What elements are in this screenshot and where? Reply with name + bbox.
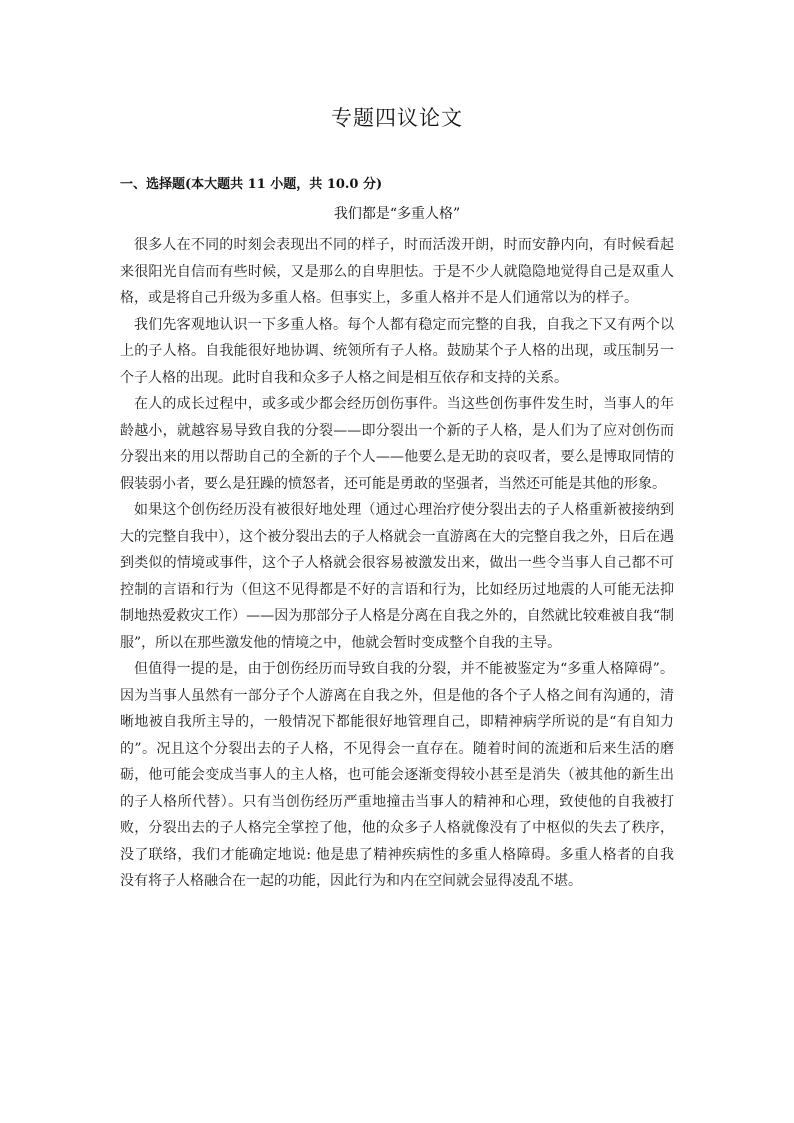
article-title: 我们都是“多重人格” xyxy=(333,206,461,222)
paragraph-5: 但值得一提的是，由于创伤经历而导致自我的分裂，并不能被鉴定为“多重人格障碍”。因为当事人虽然有一部分子个人游离在自我之外，但是他的各个子人格之间有沟通的，清晰地被自我所主导的，一般情况下都能很好地管理自己，即精神病学所说的是“有自知力的”。况且这个分裂出去的子人格，不见得会一直存在。随着时间的流逝和后来生活的磨砺，他可能会变成当事人的主人格，也可能会逐渐变得较小甚至是消失（被其他的新生出的子人格所代替）。只有当创伤经历严重地撞击当事人的精神和心理，致使他的自我被打败，分裂出去的子人格完全掌控了他，他的众多子人格就像没有了中枢似的失去了秩序，没了联络，我们才能确定地说: 他是患了精神疾病性的多重人格障碍。多重人格者的自我没有将子人格融合在一起的功能，因此行为和内在空间就会显得凌乱不堪。 xyxy=(120,661,674,889)
paragraph-1: 很多人在不同的时刻会表现出不同的样子，时而活泼开朗，时而安静内向，有时候看起来很阳光自信而有些时候，又是那么的自卑胆怯。于是不少人就隐隐地觉得自己是双重人格，或是将自己升级为多重人格。但事实上，多重人格并不是人们通常以为的样子。 xyxy=(120,237,674,306)
paragraph-4: 如果这个创伤经历没有被很好地处理（通过心理治疗使分裂出去的子人格重新被接纳到大的完整自我中），这个被分裂出去的子人格就会一直游离在大的完整自我之外，日后在遇到类似的情境或事件，这个子人格就会很容易被激发出来，做出一些令当事人自己都不可控制的言语和行为（但这不见得都是不好的言语和行为，比如经历过地震的人可能无法抑制地热爱救灾工作）——因为那部分子人格是分离在自我之外的，自然就比较难被自我“制服”，所以在那些激发他的情境之中，他就会暂时变成整个自我的主导。 xyxy=(120,502,674,651)
document-title: 专题四议论文 xyxy=(331,106,463,130)
paragraph-2: 我们先客观地认识一下多重人格。每个人都有稳定而完整的自我，自我之下又有两个以上的子人格。自我能很好地协调、统领所有子人格。鼓励某个子人格的出现，或压制另一个子人格的出现。此时自我和众多子人格之间是相互依存和支持的关系。 xyxy=(120,316,674,386)
section-heading: 一、选择题(本大题共 11 小题，共 10.0 分) xyxy=(120,177,383,192)
article-body xyxy=(120,232,674,895)
paragraph-3: 在人的成长过程中，或多或少都会经历创伤事件。当这些创伤事件发生时，当事人的年龄越小，就越容易导致自我的分裂——即分裂出一个新的子人格，是人们为了应对创伤而分裂出来的用以帮助自己的全新的子个人——他要么是无助的哀叹者，要么是博取同情的假装弱小者，要么是狂躁的愤怒者，还可能是勇敢的坚强者，当然还可能是其他的形象。 xyxy=(120,396,674,492)
